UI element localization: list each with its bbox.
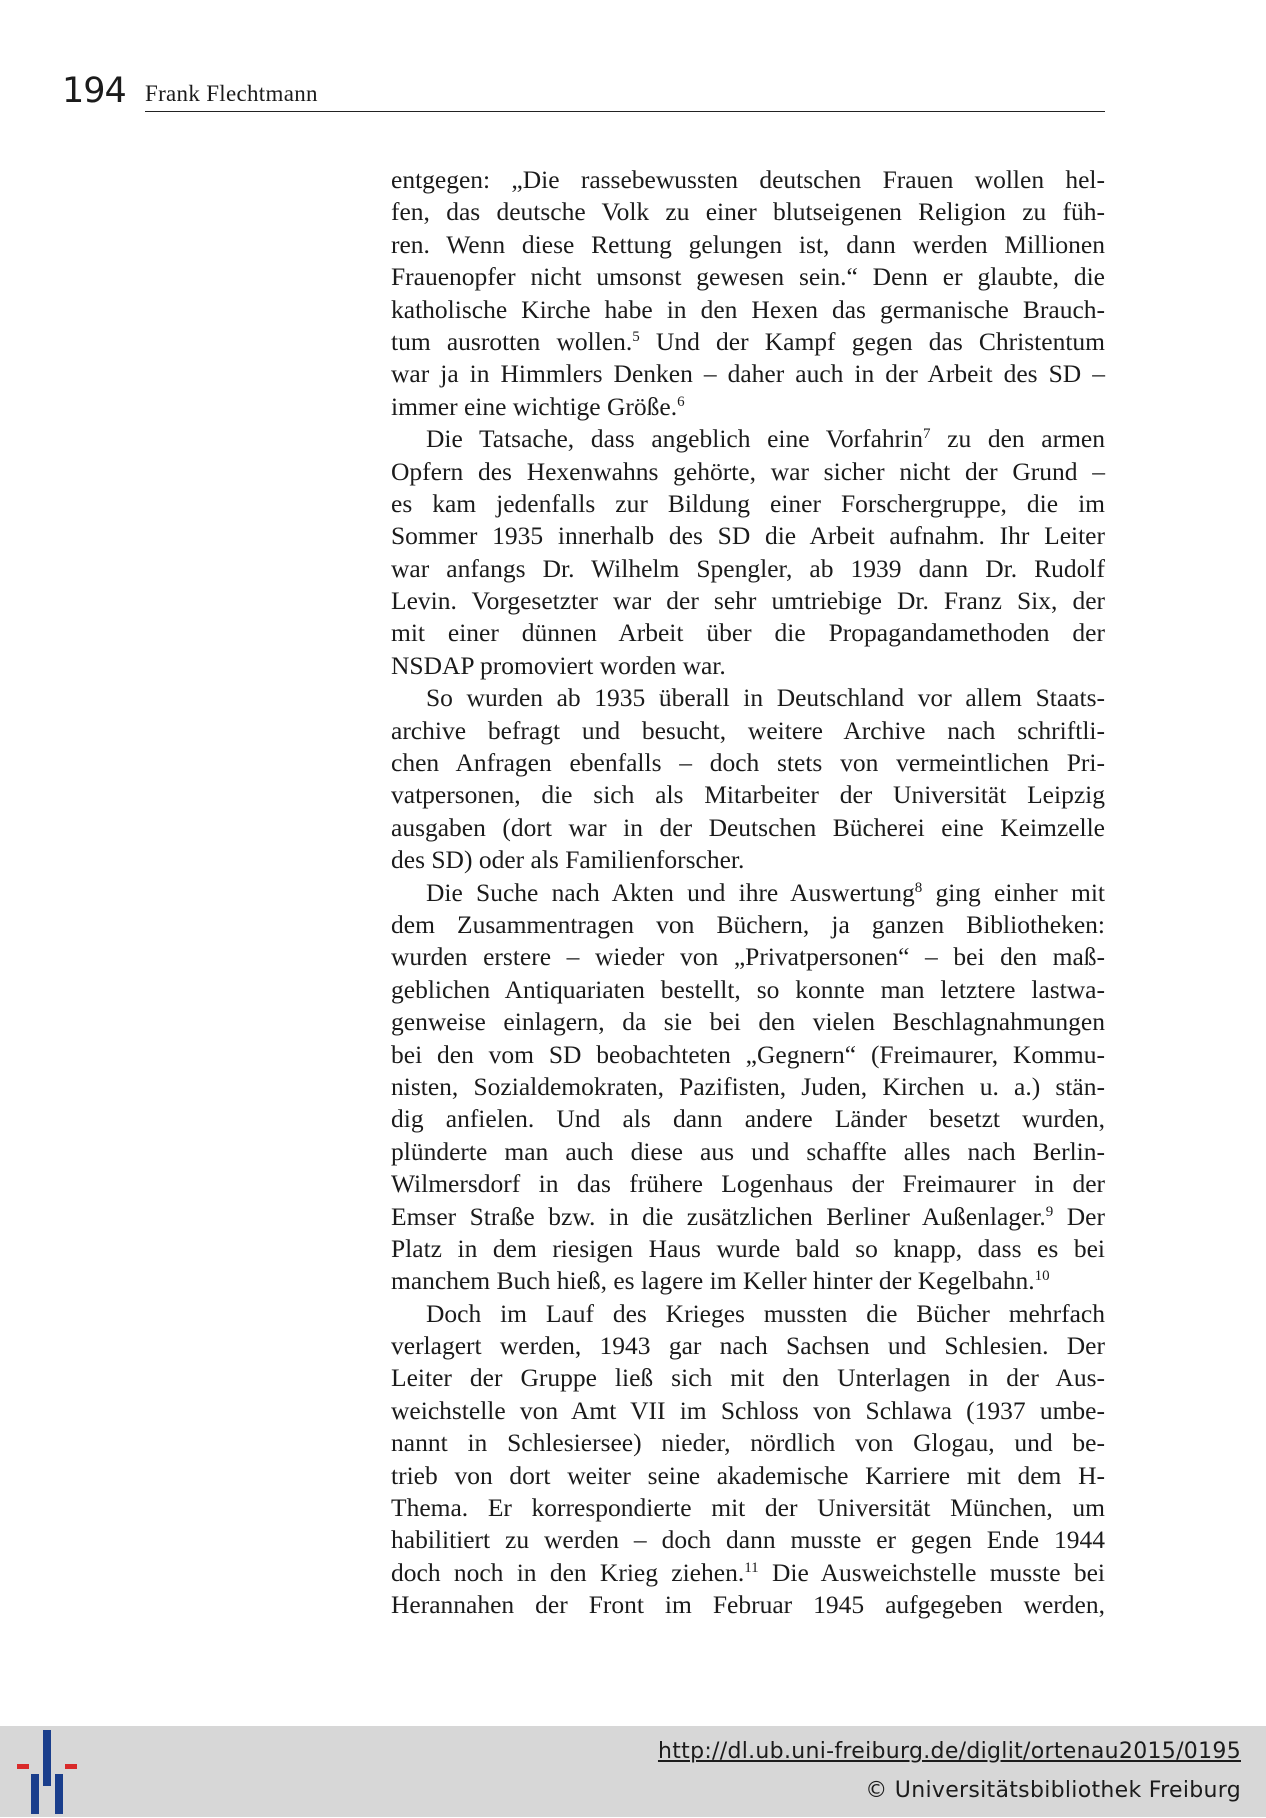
text-line [391, 650, 1105, 682]
text-line [391, 1233, 1105, 1265]
line-text: dem Zusammentragen von Büchern, ja ganzen Bibliotheken: [391, 909, 1105, 939]
paragraph [391, 682, 1105, 876]
line-text: dig anfielen. Und als dann andere Länder besetzt wurden, [391, 1104, 1105, 1134]
text-line [391, 1298, 1105, 1330]
text-line [391, 747, 1105, 779]
line-text: archive befragt und besucht, weitere Archive nach schriftli- [391, 715, 1105, 745]
footnote-marker[interactable]: 5 [632, 328, 640, 345]
text-line [391, 1362, 1105, 1394]
line-text: NSDAP promoviert worden war. [391, 650, 726, 680]
line-text: Wilmersdorf in das frühere Logenhaus der Freimaurer in der [391, 1169, 1105, 1199]
line-text: katholische Kirche habe in den Hexen das germanische Brauch- [391, 294, 1105, 324]
text-line [391, 1168, 1105, 1200]
line-text: Thema. Er korrespondierte mit der Universität München, um [391, 1493, 1105, 1523]
text-line [391, 1460, 1105, 1492]
ub-freiburg-logo-icon [15, 1730, 79, 1814]
line-text: Opfern des Hexenwahns gehörte, war sicher nicht der Grund – [391, 456, 1105, 486]
paragraph [391, 1298, 1105, 1622]
line-text: So wurden ab 1935 überall in Deutschland vor allem Staats- [426, 683, 1105, 713]
text-line [391, 164, 1105, 196]
line-text: immer eine wichtige Größe. [391, 391, 678, 421]
line-text: Platz in dem riesigen Haus wurde bald so knapp, dass es bei [391, 1233, 1105, 1263]
paragraph [391, 877, 1105, 1298]
line-text: Frauenopfer nicht umsonst gewesen sein.“ Denn er glaubte, die [391, 262, 1105, 292]
text-line [391, 261, 1105, 293]
text-line [391, 391, 1105, 423]
line-text: doch noch in den Krieg ziehen. [391, 1557, 745, 1587]
line-text: vatpersonen, die sich als Mitarbeiter der Universität Leipzig [391, 780, 1105, 810]
line-text: geblichen Antiquariaten bestellt, so konnte man letztere lastwa- [391, 974, 1105, 1004]
text-line [391, 779, 1105, 811]
footer-copyright: © Universitätsbibliothek Freiburg [865, 1778, 1241, 1803]
footnote-marker[interactable]: 8 [914, 879, 923, 896]
footnote-marker[interactable]: 9 [1045, 1203, 1054, 1220]
line-text: Doch im Lauf des Krieges mussten die Bücher mehrfach [426, 1298, 1105, 1328]
text-line [391, 941, 1105, 973]
line-text: manchem Buch hieß, es lagere im Keller hinter der Kegelbahn. [391, 1266, 1035, 1296]
line-text: mit einer dünnen Arbeit über die Propagandamethoden der [391, 618, 1105, 648]
line-text: es kam jedenfalls zur Bildung einer Forschergruppe, die im [391, 488, 1105, 518]
running-head-author: Frank Flechtmann [145, 81, 318, 106]
line-text: chen Anfragen ebenfalls – doch stets von vermeintlichen Pri- [391, 748, 1105, 778]
line-text-continued: Und der Kampf gegen das Christentum [639, 326, 1106, 356]
line-text: wurden erstere – wieder von „Privatpersonen“ – bei den maß- [391, 942, 1105, 972]
line-text: Die Suche nach Akten und ihre Auswertung [426, 877, 915, 907]
text-line [391, 1524, 1105, 1556]
text-line [391, 229, 1105, 261]
line-text-continued: ging einher mit [922, 877, 1105, 907]
text-line [391, 423, 1105, 455]
text-line [391, 909, 1105, 941]
line-text: genweise einlagern, da sie bei den vielen Beschlagnahmungen [391, 1007, 1105, 1037]
footnote-marker[interactable]: 10 [1034, 1268, 1050, 1285]
text-line [391, 1557, 1105, 1589]
text-line [391, 877, 1105, 909]
text-line [391, 326, 1105, 358]
text-line [391, 1103, 1105, 1135]
line-text-continued: Der [1053, 1201, 1105, 1231]
text-line [391, 1071, 1105, 1103]
footer-permalink[interactable]: http://dl.ub.uni-freiburg.de/diglit/ortenau2015/0195 [657, 1739, 1241, 1764]
line-text: war anfangs Dr. Wilhelm Spengler, ab 1939 dann Dr. Rudolf [391, 553, 1105, 583]
text-line [391, 1201, 1105, 1233]
text-line [391, 358, 1105, 390]
line-text: Levin. Vorgesetzter war der sehr umtriebige Dr. Franz Six, der [391, 586, 1105, 616]
text-line [391, 1395, 1105, 1427]
text-line [391, 617, 1105, 649]
text-line [391, 294, 1105, 326]
line-text: plünderte man auch diese aus und schaffte alles nach Berlin- [391, 1136, 1105, 1166]
line-text: tum ausrotten wollen. [391, 326, 633, 356]
line-text: verlagert werden, 1943 gar nach Sachsen und Schlesien. Der [391, 1331, 1105, 1361]
text-line [391, 488, 1105, 520]
paragraph [391, 423, 1105, 682]
line-text: fen, das deutsche Volk zu einer blutseigenen Religion zu füh- [391, 197, 1105, 227]
line-text: Die Tatsache, dass angeblich eine Vorfahrin [426, 424, 923, 454]
text-line [391, 1427, 1105, 1459]
footnote-marker[interactable]: 7 [923, 426, 931, 443]
line-text: entgegen: „Die rassebewussten deutschen Frauen wollen hel- [391, 165, 1105, 194]
line-text-continued: zu den armen [930, 424, 1105, 454]
text-line [391, 585, 1105, 617]
line-text: weichstelle von Amt VII im Schloss von Schlawa (1937 umbe- [391, 1395, 1105, 1425]
line-text: ausgaben (dort war in der Deutschen Bücherei eine Keimzelle [391, 812, 1105, 842]
line-text: Leiter der Gruppe ließ sich mit den Unterlagen in der Aus- [391, 1363, 1105, 1393]
text-line [391, 1006, 1105, 1038]
line-text: nannt in Schlesiersee) nieder, nördlich von Glogau, und be- [391, 1428, 1105, 1458]
text-line [391, 1136, 1105, 1168]
footnote-marker[interactable]: 11 [744, 1559, 759, 1576]
text-line [391, 196, 1105, 228]
line-text: trieb von dort weiter seine akademische Karriere mit dem H- [391, 1460, 1105, 1490]
text-line [391, 1265, 1105, 1297]
line-text: war ja in Himmlers Denken – daher auch in der Arbeit des SD – [391, 359, 1105, 389]
line-text: bei den vom SD beobachteten „Gegnern“ (Freimaurer, Kommu- [391, 1039, 1105, 1069]
text-line [391, 1492, 1105, 1524]
line-text: nisten, Sozialdemokraten, Pazifisten, Juden, Kirchen u. a.) stän- [391, 1071, 1105, 1101]
header-rule [145, 111, 1105, 112]
text-line [391, 520, 1105, 552]
line-text: Sommer 1935 innerhalb des SD die Arbeit aufnahm. Ihr Leiter [391, 521, 1105, 551]
text-line [391, 715, 1105, 747]
text-line [391, 1039, 1105, 1071]
text-line [391, 682, 1105, 714]
paragraph [391, 164, 1105, 423]
text-line [391, 1589, 1105, 1621]
footer-bar [0, 1726, 1266, 1817]
footnote-marker[interactable]: 6 [677, 393, 685, 410]
text-line [391, 844, 1105, 876]
body-text [391, 164, 1105, 1622]
line-text-continued: Die Ausweichstelle musste bei [758, 1557, 1105, 1587]
text-line [391, 812, 1105, 844]
line-text: Herannahen der Front im Februar 1945 aufgegeben werden, [391, 1590, 1105, 1620]
page-number: 194 [62, 71, 126, 111]
text-line [391, 456, 1105, 488]
text-line [391, 553, 1105, 585]
line-text: habilitiert zu werden – doch dann musste er gegen Ende 1944 [391, 1525, 1105, 1555]
line-text: ren. Wenn diese Rettung gelungen ist, dann werden Millionen [391, 229, 1105, 259]
line-text: Emser Straße bzw. in die zusätzlichen Berliner Außenlager. [391, 1201, 1046, 1231]
text-line [391, 974, 1105, 1006]
text-line [391, 1330, 1105, 1362]
line-text: des SD) oder als Familienforscher. [391, 845, 745, 875]
